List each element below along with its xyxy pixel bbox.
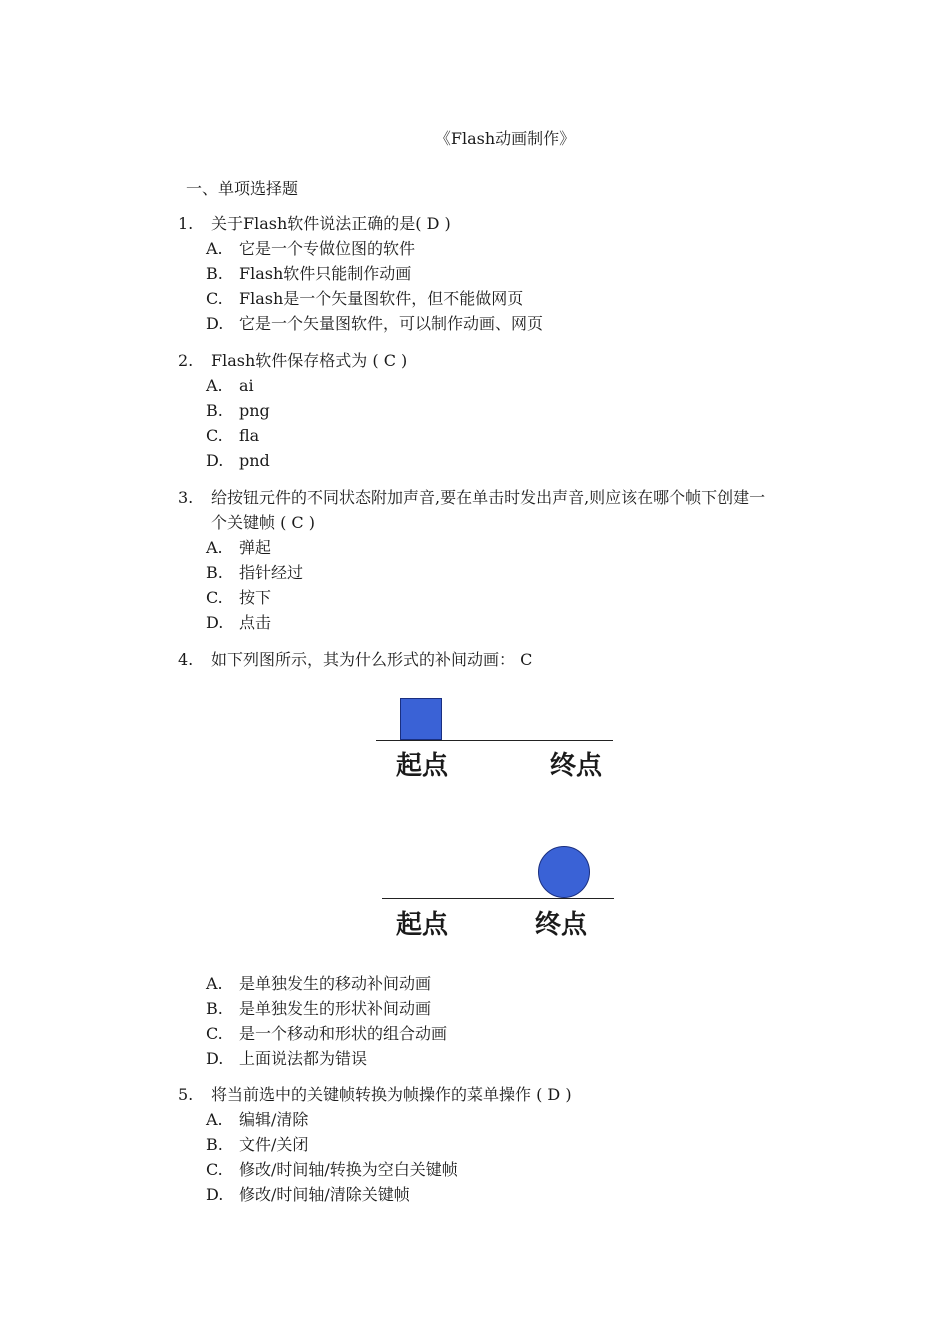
question-number: 5. (178, 1085, 194, 1104)
start-point-label: 起点 (396, 751, 449, 781)
option-b (206, 261, 543, 286)
option-text: Flash软件只能制作动画 (239, 264, 412, 283)
question-3-options (206, 535, 303, 635)
option-a (206, 971, 447, 996)
option-text: 弹起 (239, 538, 272, 557)
option-letter: B. (206, 999, 223, 1018)
option-text: pnd (239, 451, 270, 470)
section-heading: 一、单项选择题 (186, 179, 299, 198)
option-letter: C. (206, 1024, 223, 1043)
question-3 (178, 485, 838, 535)
option-text: fla (239, 426, 260, 445)
motion-tween-figure (370, 690, 620, 790)
option-letter: D. (206, 613, 224, 632)
option-letter: C. (206, 588, 223, 607)
option-a (206, 373, 270, 398)
option-text: 指针经过 (239, 563, 304, 582)
option-b (206, 1132, 458, 1157)
option-letter: A. (206, 538, 223, 557)
option-text: ai (239, 376, 254, 395)
question-stem: 将当前选中的关键帧转换为帧操作的菜单操作 ( D ) (211, 1085, 572, 1104)
option-d (206, 448, 270, 473)
option-c (206, 1157, 458, 1182)
question-stem-line2: 个关键帧 ( C ) (211, 513, 315, 532)
option-text: 它是一个矢量图软件，可以制作动画、网页 (239, 314, 544, 333)
option-text: 按下 (239, 588, 272, 607)
option-letter: B. (206, 563, 223, 582)
question-number: 4. (178, 650, 194, 669)
option-text: 编辑/清除 (239, 1110, 309, 1129)
option-letter: C. (206, 289, 223, 308)
option-letter: D. (206, 1049, 224, 1068)
question-2 (178, 348, 407, 373)
baseline (376, 740, 613, 741)
option-letter: D. (206, 1185, 224, 1204)
option-text: png (239, 401, 270, 420)
end-point-label: 终点 (550, 751, 603, 781)
option-text: 修改/时间轴/转换为空白关键帧 (239, 1160, 458, 1179)
option-text: 文件/关闭 (239, 1135, 309, 1154)
end-point-label: 终点 (535, 910, 588, 940)
option-a (206, 535, 303, 560)
question-5-options (206, 1107, 458, 1207)
option-letter: B. (206, 264, 223, 283)
question-1 (178, 211, 451, 236)
option-letter: A. (206, 1110, 223, 1129)
option-a (206, 236, 543, 261)
option-c (206, 1021, 447, 1046)
option-b (206, 560, 303, 585)
question-number: 1. (178, 214, 194, 233)
question-stem: 如下列图所示，其为什么形式的补间动画： C (211, 650, 533, 669)
option-b (206, 996, 447, 1021)
document-title: 《Flash动画制作》 (434, 129, 576, 148)
option-text: Flash是一个矢量图软件，但不能做网页 (239, 289, 524, 308)
option-letter: B. (206, 401, 223, 420)
question-stem: Flash软件保存格式为 ( C ) (211, 351, 408, 370)
option-c (206, 423, 270, 448)
option-letter: A. (206, 376, 223, 395)
option-text: 是单独发生的形状补间动画 (239, 999, 432, 1018)
option-text: 是一个移动和形状的组合动画 (239, 1024, 448, 1043)
option-b (206, 398, 270, 423)
option-c (206, 585, 303, 610)
option-d (206, 311, 543, 336)
option-letter: A. (206, 239, 223, 258)
question-number: 2. (178, 351, 194, 370)
question-4 (178, 647, 532, 672)
option-text: 点击 (239, 613, 272, 632)
question-stem-line1: 给按钮元件的不同状态附加声音,要在单击时发出声音,则应该在哪个帧下创建一 (211, 488, 766, 507)
baseline (382, 898, 614, 899)
question-number: 3. (178, 488, 194, 507)
question-2-options (206, 373, 270, 473)
option-a (206, 1107, 458, 1132)
question-stem: 关于Flash软件说法正确的是( D ) (211, 214, 451, 233)
option-text: 上面说法都为错误 (239, 1049, 368, 1068)
square-shape (400, 698, 442, 740)
option-letter: D. (206, 451, 224, 470)
shape-tween-figure (370, 843, 620, 943)
option-letter: C. (206, 1160, 223, 1179)
option-d (206, 1182, 458, 1207)
option-text: 修改/时间轴/清除关键帧 (239, 1185, 410, 1204)
option-letter: A. (206, 974, 223, 993)
option-text: 是单独发生的移动补间动画 (239, 974, 432, 993)
option-text: 它是一个专做位图的软件 (239, 239, 416, 258)
option-letter: B. (206, 1135, 223, 1154)
option-d (206, 610, 303, 635)
option-letter: D. (206, 314, 224, 333)
question-5 (178, 1082, 572, 1107)
start-point-label: 起点 (396, 910, 449, 940)
option-letter: C. (206, 426, 223, 445)
question-1-options (206, 236, 543, 336)
option-d (206, 1046, 447, 1071)
circle-shape (538, 846, 590, 898)
question-4-options (206, 971, 447, 1071)
option-c (206, 286, 543, 311)
